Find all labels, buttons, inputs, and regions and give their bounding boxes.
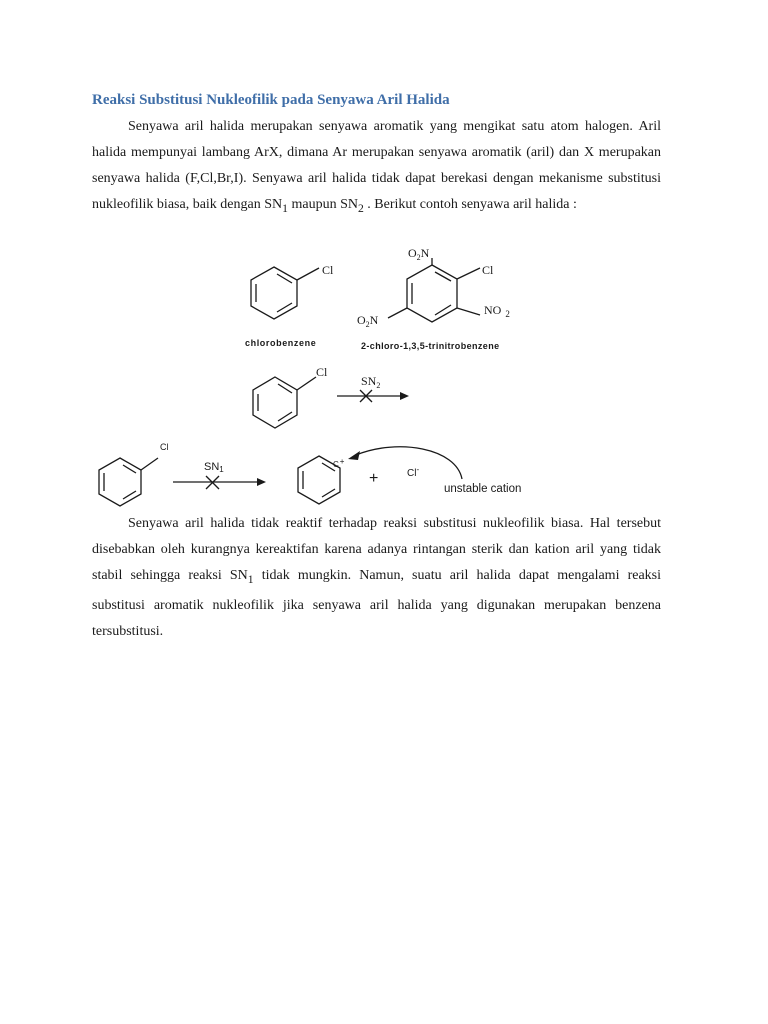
sn2-cl-label: Cl <box>316 365 328 379</box>
explanation-text-2: tidak mungkin. Namun, suatu aril halida dapat mengalami reaksi substitusi aromatik nukleofilik jika senyawa aril halida yang digunakan merupakan benzena tersubstitusi. <box>92 568 661 639</box>
unstable-cation-note: unstable cation <box>444 483 522 495</box>
chlorobenzene-sn2-structure <box>253 377 316 428</box>
chlorobenzene-caption: chlorobenzene <box>245 338 317 348</box>
sn1-arrowhead <box>257 478 266 486</box>
trinitro-right-group: NO $_2$ <box>484 303 510 319</box>
plus-sign: + <box>369 470 379 487</box>
trinitro-top-group: $O_2N$ <box>408 246 430 262</box>
sn2-arrowhead <box>400 392 409 400</box>
chlorobenzene-structure <box>251 267 319 319</box>
sn2-arrow-label: $SN_2$ <box>361 374 381 390</box>
trinitro-left-group: $O_2N$ <box>357 313 379 329</box>
intro-text-2: maupun SN <box>287 197 358 212</box>
chlorobenzene-cl-label: Cl <box>322 263 334 277</box>
trinitro-cl-label: Cl <box>482 263 494 277</box>
explanation-text-1: Senyawa aril halida tidak reaktif terhadap reaksi substitusi nukleofilik biasa. Hal tersebut disebabkan oleh kurangnya kereaktifan karena adanya rintangan sterik dan kation aril yang tidak stabil sehingga reaksi SN <box>92 516 661 583</box>
curved-arrowhead <box>348 451 360 460</box>
sn2-blocked-arrow <box>337 390 400 402</box>
section-heading: Reaksi Substitusi Nukleofilik pada Senyawa Aril Halida <box>92 92 450 108</box>
cation-label: C+ <box>333 457 345 469</box>
explanation-paragraph <box>92 511 661 645</box>
chloride-ion: Cl- <box>407 465 420 479</box>
intro-sub-1: 1 <box>282 201 288 215</box>
trinitro-caption: 2-chloro-1,3,5-trinitrobenzene <box>361 341 500 351</box>
intro-text-3: . Berikut contoh senyawa aril halida : <box>363 197 577 212</box>
intro-text-1: Senyawa aril halida merupakan senyawa aromatik yang mengikat satu atom halogen. Aril halida mempunyai lambang ArX, dimana Ar merupakan senyawa aromatik (aril) dan X merupakan senyawa halida (F,Cl,Br,I). Senyawa aril halida tidak dapat berekasi dengan mekanisme substitusi nukleofilik biasa, baik dengan SN <box>92 119 661 212</box>
sn1-cl-label: Cl <box>160 442 169 452</box>
explanation-sub-1: 1 <box>247 572 254 586</box>
sn1-blocked-arrow <box>173 476 258 489</box>
chlorobenzene-sn1-structure <box>99 458 158 506</box>
sn1-arrow-label: SN1 <box>204 461 224 474</box>
intro-sub-2: 2 <box>357 201 364 215</box>
trinitrobenzene-structure <box>388 258 480 322</box>
